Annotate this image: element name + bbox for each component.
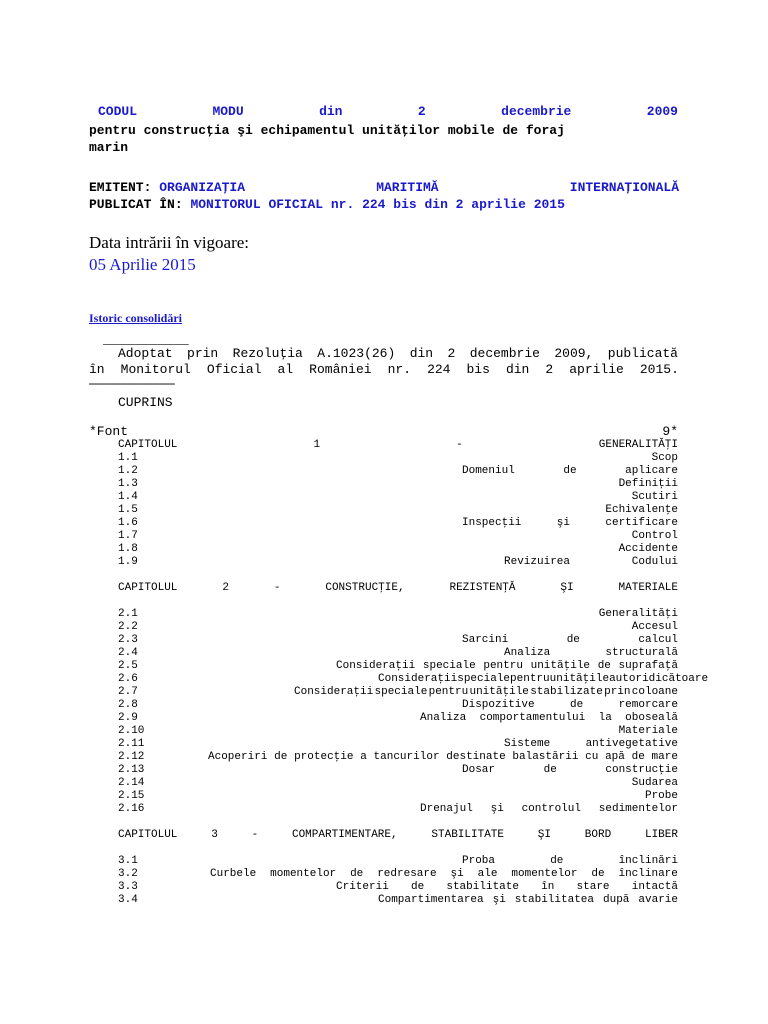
section-title	[619, 725, 678, 738]
title-word: MODU	[212, 104, 244, 119]
toc-section-row	[118, 660, 678, 673]
adoption-word: Monitorul	[120, 362, 191, 377]
toc-spacer	[138, 621, 632, 634]
adoption-note-line-2	[89, 362, 679, 377]
section-number: 2.12	[118, 751, 145, 763]
title-word: 2	[417, 104, 426, 119]
separator-line: ___________	[103, 332, 189, 347]
section-title	[645, 790, 678, 803]
adoption-word: 224	[427, 362, 451, 377]
section-title-word: stare	[576, 881, 610, 893]
section-title-word: comportamentului	[479, 712, 586, 724]
toc-spacer	[138, 452, 652, 465]
toc-section-row	[118, 803, 678, 816]
publicat-value[interactable]: MONITORUL OFICIAL nr. 224 bis din 2 aprilie 2015	[190, 197, 565, 212]
subtitle-line-2: marin	[89, 140, 129, 155]
section-title-word: şi	[556, 517, 570, 529]
contents-heading: CUPRINS	[118, 395, 173, 410]
section-title-word: ale	[477, 868, 498, 880]
font-note-left: *Font	[89, 424, 129, 439]
section-number: 2.14	[118, 777, 145, 789]
section-title	[619, 543, 678, 556]
toc-section-row	[118, 478, 678, 491]
toc-section-row	[118, 777, 678, 790]
toc-spacer	[144, 725, 618, 738]
toc-spacer	[138, 543, 619, 556]
section-title-word: unităţile	[469, 686, 529, 698]
chapter-label: CAPITOLUL	[118, 829, 178, 841]
document-title	[98, 104, 678, 119]
consolidation-history-link[interactable]: Istoric consolidări	[89, 311, 182, 325]
chapter-label: CAPITOLUL	[118, 582, 178, 594]
section-title-word: de	[591, 868, 605, 880]
section-number: 2.2	[118, 621, 138, 633]
section-title-word: Accesul	[631, 621, 678, 633]
section-title-word: coloane	[631, 686, 678, 698]
section-title-word: pentru	[483, 660, 523, 672]
chapter-title-word: 3	[211, 829, 218, 841]
toc-spacer	[144, 803, 420, 816]
adoption-word: bis	[466, 362, 490, 377]
title-word: CODUL	[98, 104, 138, 119]
adoption-word: Oficial	[206, 362, 262, 377]
chapter-title-word: 1	[313, 439, 321, 451]
section-number: 3.2	[118, 868, 138, 880]
section-title-word: apă	[605, 751, 625, 763]
section-title-word: Codului	[631, 556, 678, 568]
chapter-title-word: CONSTRUCŢIE,	[325, 582, 405, 594]
adoption-word: din	[505, 362, 530, 377]
toc-blank-line	[118, 569, 678, 582]
toc-section-row	[118, 868, 678, 881]
section-title-word: Generalităţi	[598, 608, 678, 620]
section-title-word: şi	[492, 894, 506, 906]
section-title	[632, 621, 678, 634]
section-title-word: de	[550, 855, 564, 867]
toc-chapter-row	[118, 582, 678, 595]
table-of-contents	[118, 439, 709, 907]
toc-section-row	[118, 465, 678, 478]
section-title	[378, 673, 709, 686]
chapter-title-word: REZISTENŢĂ	[449, 582, 516, 594]
section-title-word: protecţie	[294, 751, 354, 763]
section-number: 2.3	[118, 634, 138, 646]
toc-spacer	[138, 868, 210, 881]
section-title-word: Analiza	[420, 712, 467, 724]
section-title-word: pentru	[510, 673, 550, 685]
document-subtitle	[89, 122, 649, 156]
section-title-word: balastării	[512, 751, 579, 763]
section-title-word: Sisteme	[504, 738, 551, 750]
section-title	[208, 751, 678, 764]
chapter-title-word: COMPARTIMENTARE,	[291, 829, 398, 841]
section-title-word: cu	[585, 751, 599, 763]
section-title	[210, 868, 678, 881]
section-title-word: Consideraţii	[336, 660, 416, 672]
section-number: 1.1	[118, 452, 138, 464]
section-title-word: redresare	[377, 868, 437, 880]
chapter-title-word: ŞI	[560, 582, 574, 594]
toc-spacer	[138, 881, 336, 894]
section-title-word: Analiza	[504, 647, 551, 659]
toc-spacer	[138, 504, 606, 517]
section-title-word: Sudarea	[631, 777, 678, 789]
chapter-title-word: ŞI	[537, 829, 551, 841]
toc-section-row	[118, 699, 678, 712]
section-number: 1.5	[118, 504, 138, 516]
section-title-word: Control	[631, 530, 678, 542]
toc-spacer	[138, 699, 462, 712]
section-title-word: de	[566, 634, 580, 646]
emitent-word[interactable]: INTERNAŢIONALĂ	[569, 180, 679, 195]
section-title-word: Definiţii	[618, 478, 678, 490]
chapter-label: CAPITOLUL	[118, 439, 178, 451]
section-title-word: la	[598, 712, 612, 724]
section-title-word: Dispozitive	[462, 699, 535, 711]
toc-section-row	[118, 764, 678, 777]
section-title-word: Compartimentarea	[378, 894, 484, 906]
adoption-word: nr.	[387, 362, 412, 377]
adoption-note-line-1	[118, 346, 678, 361]
section-title-word: momentelor	[270, 868, 337, 880]
toc-spacer	[138, 491, 632, 504]
adoption-word: prin	[187, 346, 219, 361]
section-title-word: autoridicătoare	[609, 673, 709, 685]
section-number: 2.6	[118, 673, 138, 685]
subtitle-line-1: pentru construcţia şi echipamentul unităţilor mobile de foraj	[89, 123, 565, 138]
section-number: 1.8	[118, 543, 138, 555]
section-number: 1.6	[118, 517, 138, 529]
section-title-word: construcţie	[605, 764, 678, 776]
toc-section-row	[118, 491, 678, 504]
section-number: 2.15	[118, 790, 145, 802]
section-title-word: Acoperiri	[208, 751, 268, 763]
section-number: 1.2	[118, 465, 138, 477]
toc-spacer	[138, 478, 619, 491]
section-title-word: a	[360, 751, 367, 763]
section-title	[605, 504, 678, 517]
section-title-word: avarie	[638, 894, 678, 906]
section-title-word: remorcare	[618, 699, 678, 711]
section-title-word: certificare	[605, 517, 678, 529]
chapter-title-word: -	[251, 829, 259, 841]
toc-spacer	[138, 660, 336, 673]
toc-section-row	[118, 543, 678, 556]
section-title-word: unităţile	[549, 673, 610, 685]
section-title-word: de	[570, 699, 584, 711]
toc-section-row	[118, 738, 678, 751]
title-word: 2009	[646, 104, 678, 119]
chapter-title-word: 2	[222, 582, 229, 594]
adoption-word: în	[89, 362, 105, 377]
section-number: 2.13	[118, 764, 145, 776]
adoption-word: României	[309, 362, 372, 377]
chapter-title-word: MATERIALE	[618, 582, 678, 594]
section-number: 3.1	[118, 855, 138, 867]
section-title-word: speciale	[374, 686, 428, 698]
section-title	[336, 881, 678, 894]
emitent-label-text: EMITENT:	[89, 180, 160, 195]
section-title-word: Proba	[462, 855, 496, 867]
toc-spacer	[138, 556, 504, 569]
toc-section-row	[118, 634, 678, 647]
adoption-word: al	[277, 362, 294, 377]
section-title	[504, 556, 678, 569]
chapter-title-word: GENERALITĂŢI	[598, 439, 678, 451]
chapter-title-word: LIBER	[644, 829, 678, 841]
section-title	[652, 452, 678, 465]
section-title-word: Probe	[644, 790, 678, 802]
toc-blank-line	[118, 595, 678, 608]
section-title-word: intactă	[631, 881, 678, 893]
toc-spacer	[138, 608, 599, 621]
section-title-word: destinate	[446, 751, 506, 763]
section-number: 2.11	[118, 738, 145, 750]
section-title-word: după	[603, 894, 630, 906]
chapter-title-word: BORD	[584, 829, 612, 841]
section-title	[420, 712, 678, 725]
section-title-word: speciale	[457, 673, 511, 685]
section-title-word: antivegetative	[585, 738, 678, 750]
toc-spacer	[138, 712, 420, 725]
title-word: decembrie	[501, 104, 572, 119]
section-title-word: de	[631, 751, 645, 763]
chapter-title-word: -	[456, 439, 463, 451]
section-title	[619, 478, 678, 491]
adoption-word: 2	[447, 346, 456, 361]
adoption-word: decembrie	[469, 346, 540, 361]
emitent-label	[89, 180, 245, 195]
toc-spacer	[138, 855, 462, 868]
section-title	[294, 686, 678, 699]
section-number: 1.9	[118, 556, 138, 568]
section-number: 2.1	[118, 608, 138, 620]
toc-spacer	[138, 465, 462, 478]
toc-blank-line	[118, 842, 678, 855]
section-title-word: Drenajul	[420, 803, 473, 815]
section-title-word: de	[563, 465, 577, 477]
adoption-word: aprilie	[569, 362, 624, 377]
adoption-word: A.1023(26)	[317, 346, 396, 361]
section-title-word: Accidente	[618, 543, 678, 555]
adoption-word: din	[409, 346, 434, 361]
section-title	[632, 491, 678, 504]
section-title-word: Materiale	[618, 725, 678, 737]
section-title-word: Revizuirea	[504, 556, 571, 568]
section-title-word: şi	[490, 803, 504, 815]
section-title-word: stabilitate	[446, 881, 519, 893]
chapter-title-word: -	[273, 582, 281, 594]
toc-spacer	[138, 686, 294, 699]
emitent-word[interactable]: MARITIMĂ	[376, 180, 439, 195]
section-title-word: şi	[450, 868, 464, 880]
toc-section-row	[118, 881, 678, 894]
adoption-word: Adoptat	[118, 346, 173, 361]
section-title	[504, 647, 678, 660]
effective-date-value: 05 Aprilie 2015	[89, 255, 196, 274]
section-title-word: speciale	[422, 660, 476, 672]
section-title-word: Echivalenţe	[605, 504, 678, 516]
section-title	[462, 764, 678, 777]
section-title-word: de	[543, 764, 557, 776]
toc-spacer	[138, 673, 378, 686]
toc-chapter-row	[118, 439, 678, 452]
section-title-word: stabilitatea	[514, 894, 595, 906]
section-title	[462, 634, 678, 647]
section-title-word: Dosar	[462, 764, 496, 776]
toc-section-row	[118, 517, 678, 530]
section-number: 2.5	[118, 660, 138, 672]
toc-blank-line	[118, 816, 678, 829]
section-title	[378, 894, 678, 907]
toc-section-row	[118, 608, 678, 621]
section-title-word: de	[274, 751, 288, 763]
section-title-word: de	[410, 881, 425, 893]
toc-section-row	[118, 855, 678, 868]
title-word: din	[319, 104, 343, 119]
section-title-word: sedimentelor	[598, 803, 678, 815]
toc-section-row	[118, 452, 678, 465]
section-title-word: pentru	[428, 686, 469, 698]
section-title	[462, 855, 678, 868]
section-number: 2.9	[118, 712, 138, 724]
section-number: 1.4	[118, 491, 138, 503]
section-title-word: în	[541, 881, 555, 893]
emitent-line	[89, 180, 679, 195]
section-title	[632, 530, 678, 543]
section-number: 3.4	[118, 894, 138, 906]
adoption-word: 2015.	[639, 362, 679, 377]
font-note	[89, 424, 678, 439]
toc-spacer	[144, 777, 631, 790]
toc-spacer	[144, 738, 504, 751]
adoption-word: 2	[545, 362, 554, 377]
section-title-word: Sarcini	[462, 634, 509, 646]
adoption-word: 2009,	[554, 346, 594, 361]
section-title	[462, 465, 678, 478]
section-title-word: Curbele	[210, 868, 257, 880]
toc-spacer	[138, 517, 462, 530]
toc-section-row	[118, 751, 678, 764]
section-title-word: structurală	[605, 647, 678, 659]
section-title-word: înclinări	[618, 855, 678, 867]
section-title-word: de	[350, 868, 364, 880]
section-title-word: Domeniul	[462, 465, 515, 477]
section-title-word: de	[597, 660, 611, 672]
toc-section-row	[118, 556, 678, 569]
toc-section-row	[118, 894, 678, 907]
toc-chapter-row	[118, 829, 678, 842]
section-title-word: unităţile	[530, 660, 591, 672]
section-number: 2.4	[118, 647, 138, 659]
section-title-word: Inspecţii	[462, 517, 522, 529]
section-number: 2.10	[118, 725, 145, 737]
section-title-word: oboseală	[625, 712, 678, 724]
section-title	[462, 699, 678, 712]
section-title	[462, 517, 678, 530]
toc-section-row	[118, 712, 678, 725]
section-title-word: Scop	[651, 452, 678, 464]
toc-spacer	[138, 530, 632, 543]
chapter-title-word: STABILITATE	[431, 829, 505, 841]
toc-spacer	[138, 634, 462, 647]
toc-section-row	[118, 621, 678, 634]
section-number: 2.16	[118, 803, 145, 815]
font-note-right: 9*	[662, 424, 678, 439]
section-title	[420, 803, 678, 816]
emitent-word[interactable]: ORGANIZAŢIA	[159, 180, 246, 195]
adoption-word: Rezoluţia	[232, 346, 303, 361]
section-title-word: tancurilor	[373, 751, 440, 763]
section-title-word: prin	[604, 686, 631, 698]
publicat-line	[89, 197, 565, 212]
separator-line: ───────────	[89, 377, 175, 392]
toc-section-row	[118, 504, 678, 517]
section-title	[632, 777, 678, 790]
section-title-word: Consideraţii	[294, 686, 374, 698]
section-number: 2.8	[118, 699, 138, 711]
section-title-word: Criterii	[336, 881, 389, 893]
section-title-word: suprafaţă	[618, 660, 678, 672]
section-title-word: Consideraţii	[378, 673, 458, 685]
section-title-word: calcul	[638, 634, 678, 646]
section-number: 2.7	[118, 686, 138, 698]
toc-section-row	[118, 673, 709, 686]
section-title	[504, 738, 678, 751]
section-title-word: înclinare	[618, 868, 678, 880]
toc-section-row	[118, 686, 678, 699]
section-title	[336, 660, 678, 673]
section-title-word: mare	[651, 751, 678, 763]
section-number: 1.3	[118, 478, 138, 490]
section-title-word: Scutiri	[631, 491, 678, 503]
effective-date-label: Data intrării în vigoare:	[89, 233, 250, 252]
toc-section-row	[118, 530, 678, 543]
toc-spacer	[144, 751, 208, 764]
section-number: 1.7	[118, 530, 138, 542]
toc-section-row	[118, 725, 678, 738]
toc-spacer	[144, 764, 462, 777]
adoption-word: publicată	[607, 346, 678, 361]
section-title-word: momentelor	[511, 868, 578, 880]
toc-section-row	[118, 647, 678, 660]
toc-spacer	[138, 894, 378, 907]
publicat-label: PUBLICAT ÎN:	[89, 197, 183, 212]
section-title-word: controlul	[521, 803, 581, 815]
toc-section-row	[118, 790, 678, 803]
toc-spacer	[138, 647, 504, 660]
toc-spacer	[144, 790, 645, 803]
section-title-word: aplicare	[625, 465, 678, 477]
section-title-word: stabilizate	[530, 686, 603, 698]
section-title	[599, 608, 678, 621]
section-number: 3.3	[118, 881, 138, 893]
